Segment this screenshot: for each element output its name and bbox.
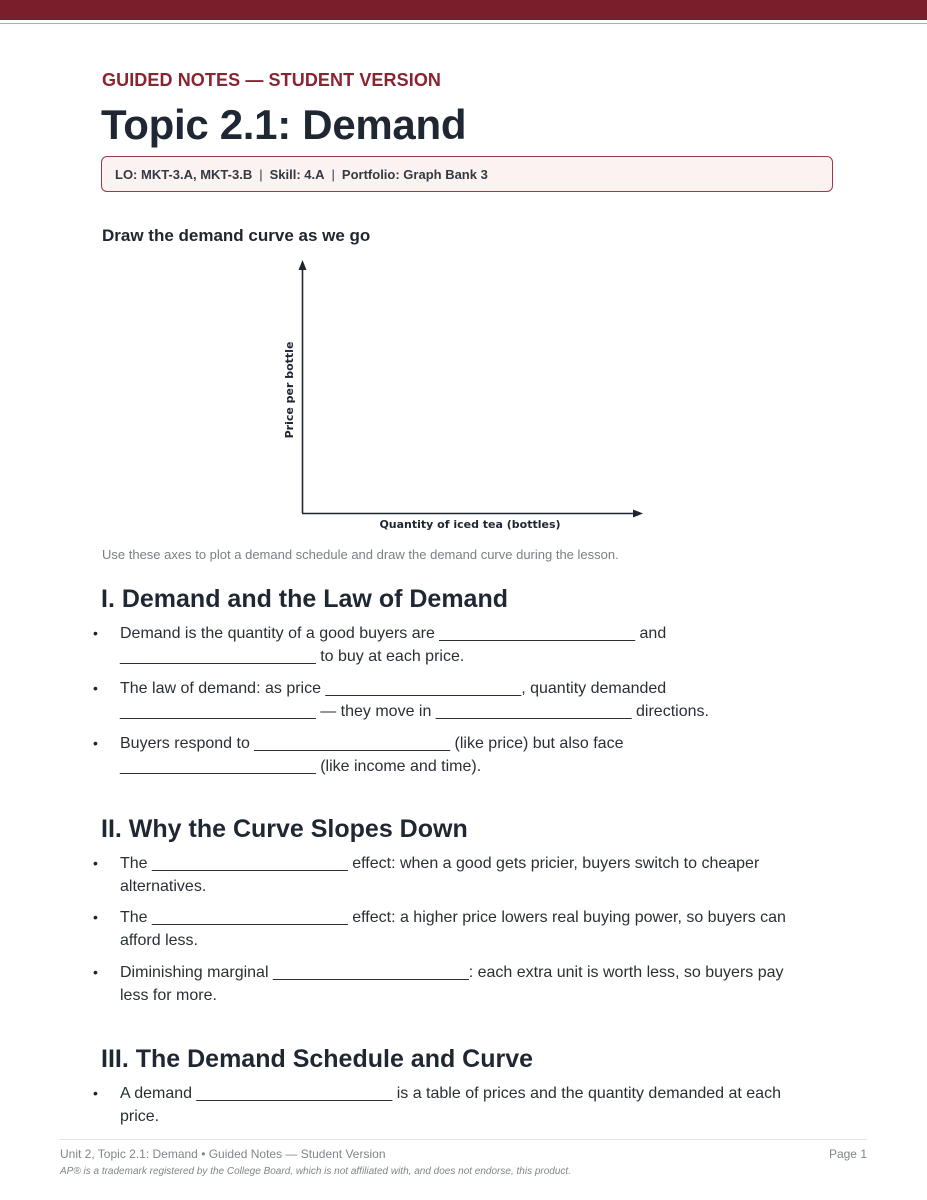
learning-objectives-box (101, 156, 833, 192)
top-accent-bar (0, 0, 927, 20)
list-item-line: A demand ______________________ is a table of prices and the quantity demanded at each (120, 1085, 781, 1102)
section-title: II. Why the Curve Slopes Down (101, 815, 468, 843)
list-item (93, 852, 820, 898)
list-item-line: price. (120, 1108, 160, 1125)
section-title: I. Demand and the Law of Demand (101, 585, 508, 613)
list-item-line: ______________________ to buy at each price. (120, 648, 465, 665)
document-eyebrow: GUIDED NOTES — STUDENT VERSION (102, 70, 442, 90)
list-item-line: Demand is the quantity of a good buyers are ______________________ and (120, 625, 667, 642)
footer-divider (60, 1139, 867, 1140)
list-item-line: The ______________________ effect: a higher price lowers real buying power, so buyers can (120, 909, 786, 926)
list-item-line: ______________________ — they move in ______________________ directions. (120, 703, 709, 720)
list-item-line: Buyers respond to ______________________ (like price) but also face (120, 735, 624, 752)
bullet-glyph: • (93, 964, 98, 980)
lo-codes: LO: MKT-3.A, MKT-3.B (115, 166, 253, 182)
list-item-line: less for more. (120, 987, 217, 1004)
section-title: III. The Demand Schedule and Curve (101, 1045, 534, 1073)
top-divider (0, 23, 927, 24)
blank-demand-graph (270, 255, 670, 540)
lo-separator: | (331, 166, 335, 182)
list-item-line: Diminishing marginal ______________________: each extra unit is worth less, so buyers pay (120, 964, 784, 981)
y-axis-label: Price per bottle (283, 341, 296, 439)
lo-separator: | (259, 166, 263, 182)
graph-caption: Use these axes to plot a demand schedule and draw the demand curve during the lesson. (102, 547, 619, 562)
bullet-glyph: • (93, 625, 98, 641)
bullet-glyph: • (93, 855, 98, 871)
list-item (93, 622, 820, 668)
trademark-notice: AP® is a trademark registered by the College Board, which is not affiliated with, and does not endorse, this product. (60, 1166, 571, 1177)
x-axis-arrowhead (633, 510, 643, 518)
list-item (93, 906, 820, 952)
x-axis-label: Quantity of iced tea (bottles) (379, 518, 561, 531)
page-number: Page 1 (828, 1147, 867, 1161)
list-item (93, 961, 820, 1007)
portfolio-ref: Portfolio: Graph Bank 3 (341, 166, 488, 182)
graph-heading: Draw the demand curve as we go (102, 226, 371, 245)
list-item-line: alternatives. (120, 878, 207, 895)
list-item-line: ______________________ (like income and time). (120, 758, 482, 775)
list-item-line: The ______________________ effect: when a good gets pricier, buyers switch to cheaper (120, 855, 760, 872)
list-item-line: afford less. (120, 932, 198, 949)
list-item-line: The law of demand: as price ______________________, quantity demanded (120, 680, 667, 697)
y-axis-arrowhead (299, 260, 307, 270)
footer-running-title: Unit 2, Topic 2.1: Demand • Guided Notes — Student Version (60, 1147, 386, 1161)
bullet-glyph: • (93, 909, 98, 925)
page-title: Topic 2.1: Demand (101, 101, 467, 148)
bullet-glyph: • (93, 1085, 98, 1101)
skill-code: Skill: 4.A (269, 166, 325, 182)
bullet-glyph: • (93, 680, 98, 696)
list-item (93, 1082, 820, 1128)
list-item (93, 677, 820, 723)
bullet-glyph: • (93, 735, 98, 751)
list-item (93, 732, 820, 778)
